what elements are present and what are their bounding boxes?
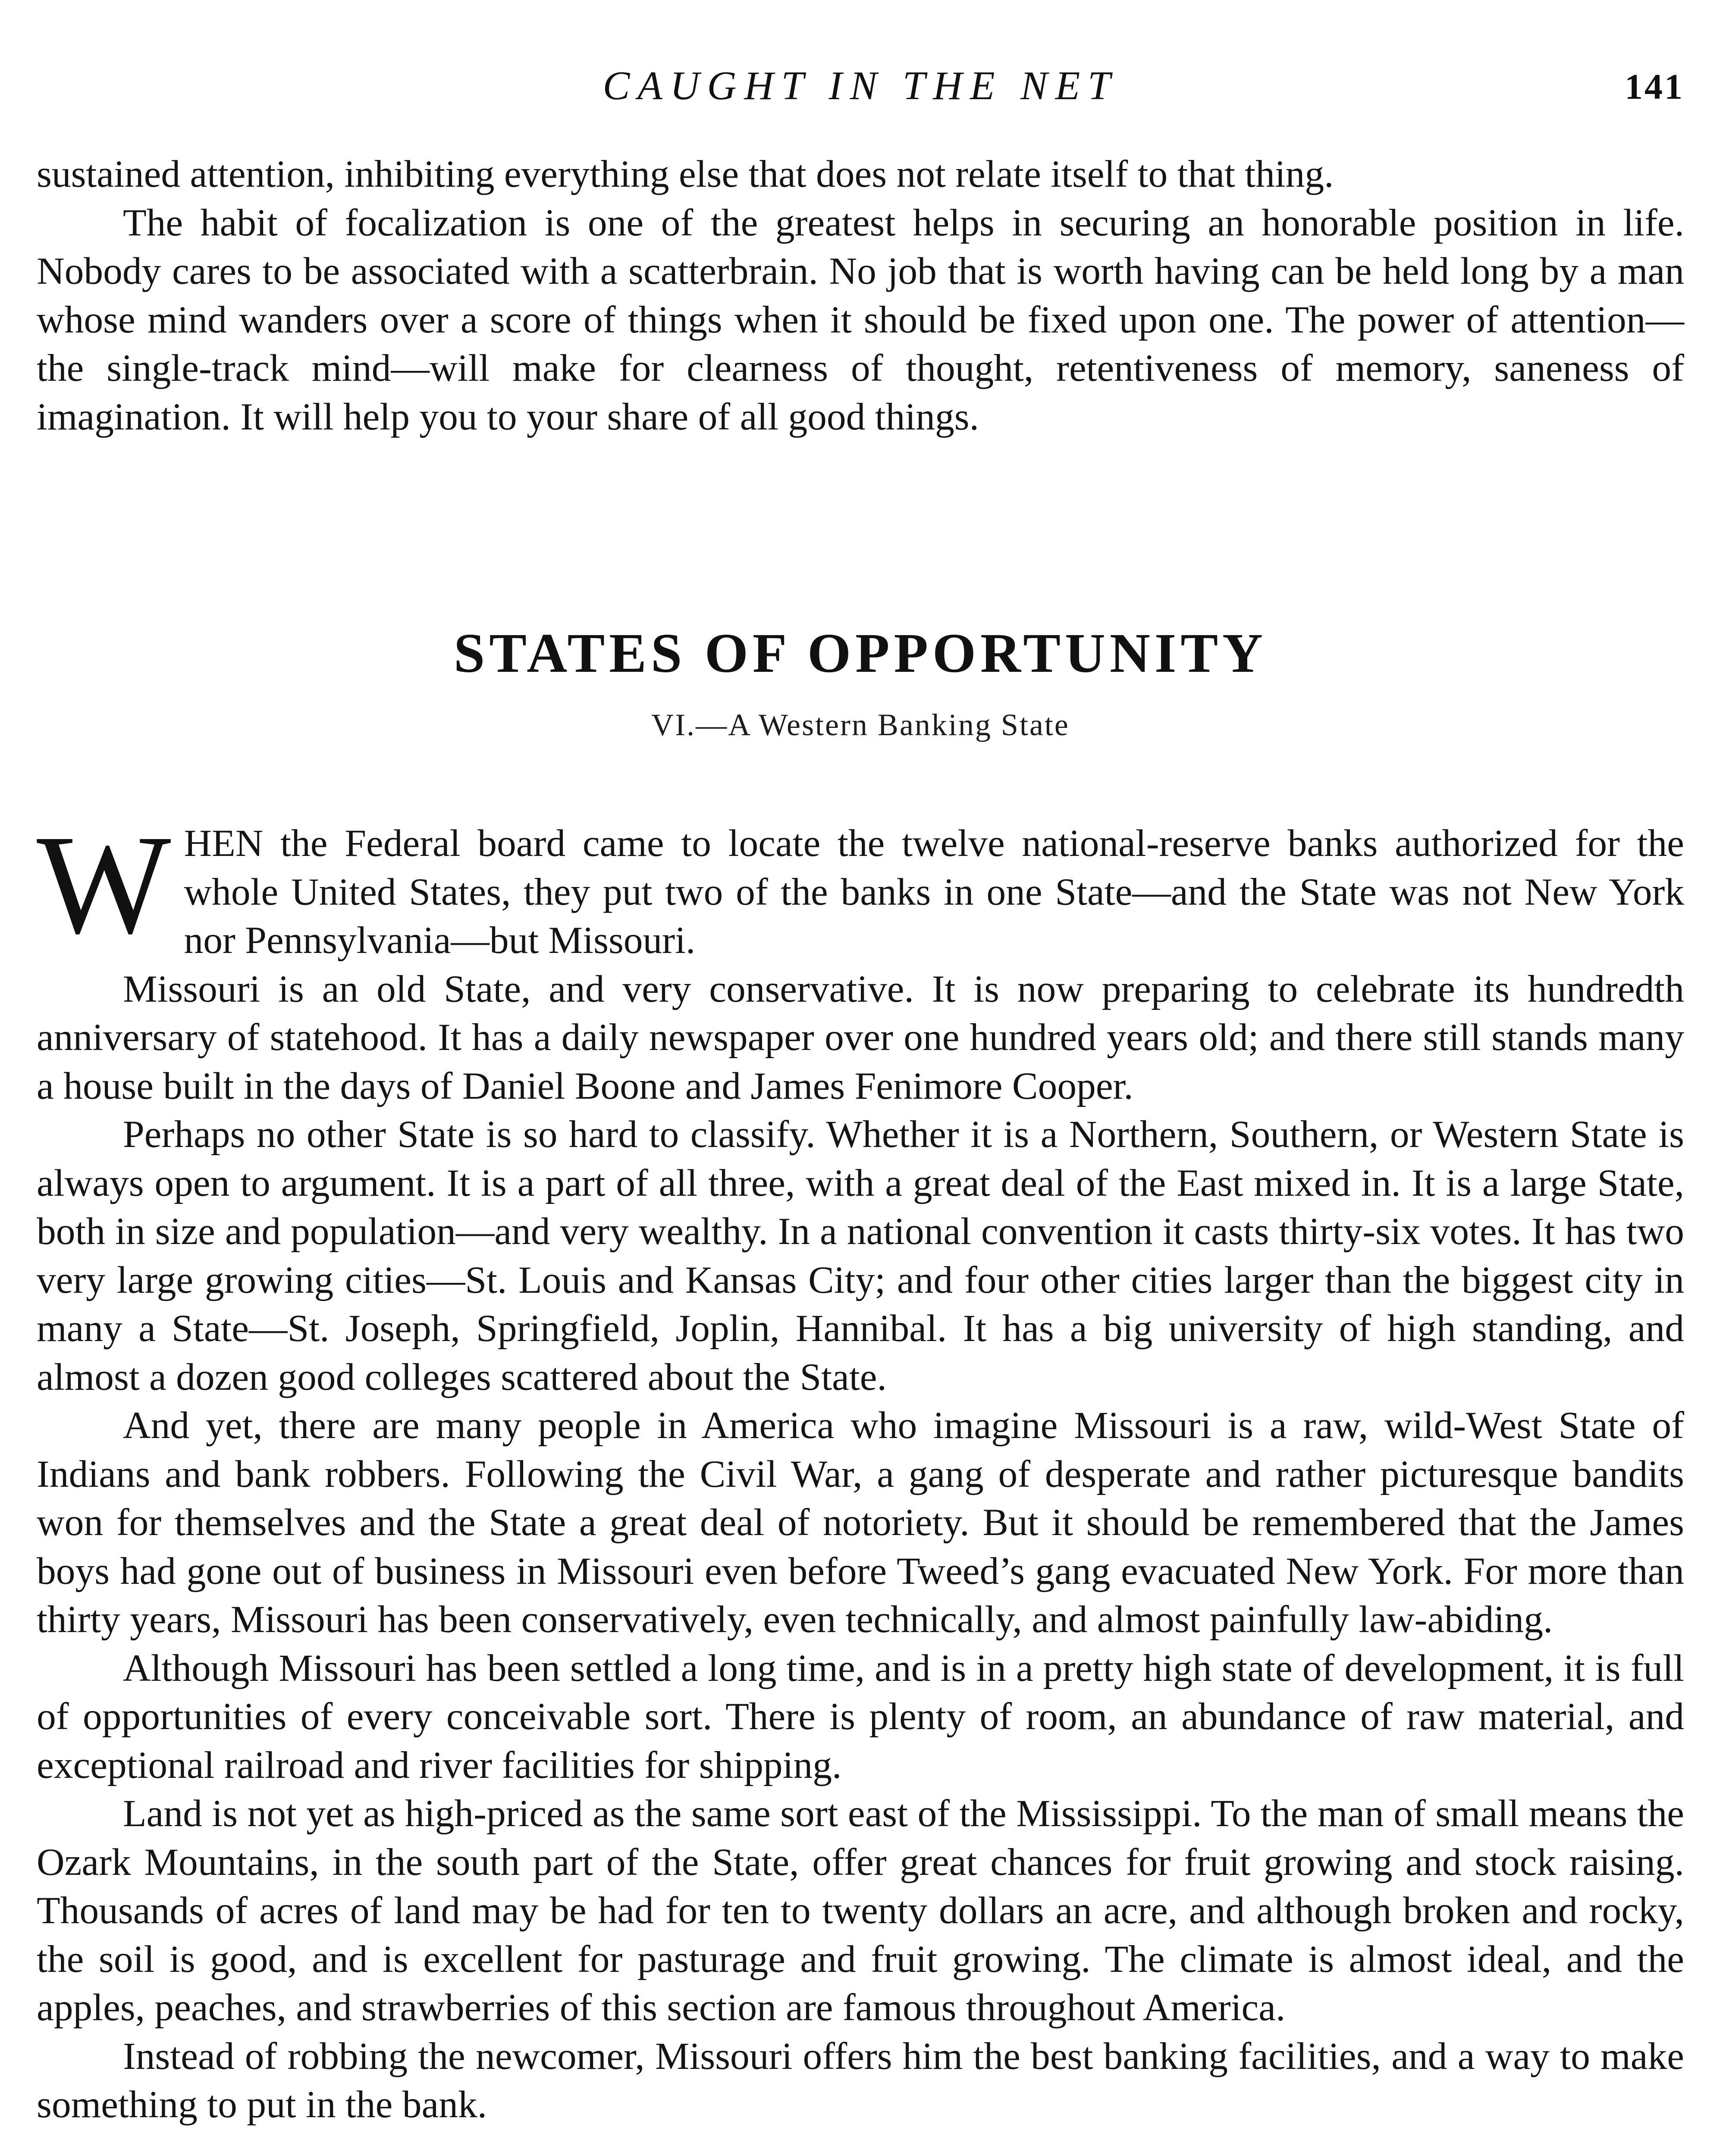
running-header [37,63,1684,110]
opening-paragraph [37,806,1684,965]
paragraph: Although Missouri has been settled a long time, and is in a pretty high state of development, it is full of opportunities of every conceivable sort. There is plenty of room, an abundance of raw material, and exceptional railroad and river facilities for shipping. [37,1646,1684,1786]
section-subtitle: VI.—A Western Banking State [651,708,1070,742]
paragraph: And yet, there are many people in America who imagine Missouri is a raw, wild-West State of Indians and bank robbers. Following the Civil War, a gang of desperate and rather picturesque bandits won for themselves and the State a great deal of notoriety. But it should be remembered that the James boys had gone out of business in Missouri even before Tweed’s gang evacuated New York. For more than thirty years, Missouri has been conservatively, even technically, and almost painfully law-abiding. [37,1404,1684,1641]
opening-paragraph-text: HEN the Federal board came to locate the twelve national-reserve banks authorized for the whole United States, they put two of the banks in one State—and the State was not New York nor Pennsylvania—but Missouri. [184,822,1684,962]
intro-section [37,150,1684,441]
paragraph: Perhaps no other State is so hard to classify. Whether it is a Northern, Southern, or Western State is always open to argument. It is a part of all three, with a great deal of the East mixed in. It is a large State, both in size and population—and very wealthy. In a national convention it casts thirty-six votes. It has two very large growing cities—St. Louis and Kansas City; and four other cities larger than the biggest city in many a State—St. Joseph, Springfield, Joplin, Hannibal. It has a big university of high standing, and almost a dozen good colleges scattered about the State. [37,1113,1684,1398]
drop-cap: W [37,806,171,963]
running-title: CAUGHT IN THE NET [603,63,1118,108]
article-body [37,806,1684,2129]
paragraph: sustained attention, inhibiting everything else that does not relate itself to that thing. [37,153,1334,195]
paragraph: Instead of robbing the newcomer, Missouri offers him the best banking facilities, and a way to make something to put in the bank. [37,2034,1684,2126]
page-number: 141 [1625,67,1684,107]
paragraph: Land is not yet as high-priced as the same sort east of the Mississippi. To the man of small means the Ozark Mountains, in the south part of the State, offer great chances for fruit growing and stock raising. Thousands of acres of land may be had for ten to twenty dollars an acre, and although broken and rocky, the soil is good, and is excellent for pasturage and fruit growing. The climate is almost ideal, and the apples, peaches, and strawberries of this section are famous throughout America. [37,1792,1684,2029]
paragraph: Missouri is an old State, and very conservative. It is now preparing to celebrate its hundredth anniversary of statehood. It has a daily newspaper over one hundred years old; and there still stands many a house built in the days of Daniel Boone and James Fenimore Cooper. [37,967,1684,1107]
section-title: STATES OF OPPORTUNITY [453,622,1268,684]
paragraph: The habit of focalization is one of the greatest helps in securing an honorable position in life. Nobody cares to be associated with a scatterbrain. No job that is worth having can be held long by a man whose mind wanders over a score of things when it should be fixed upon one. The power of attention—the single-track mind—will make for clearness of thought, retentiveness of memory, saneness of imagination. It will help you to your share of all good things. [37,201,1684,438]
